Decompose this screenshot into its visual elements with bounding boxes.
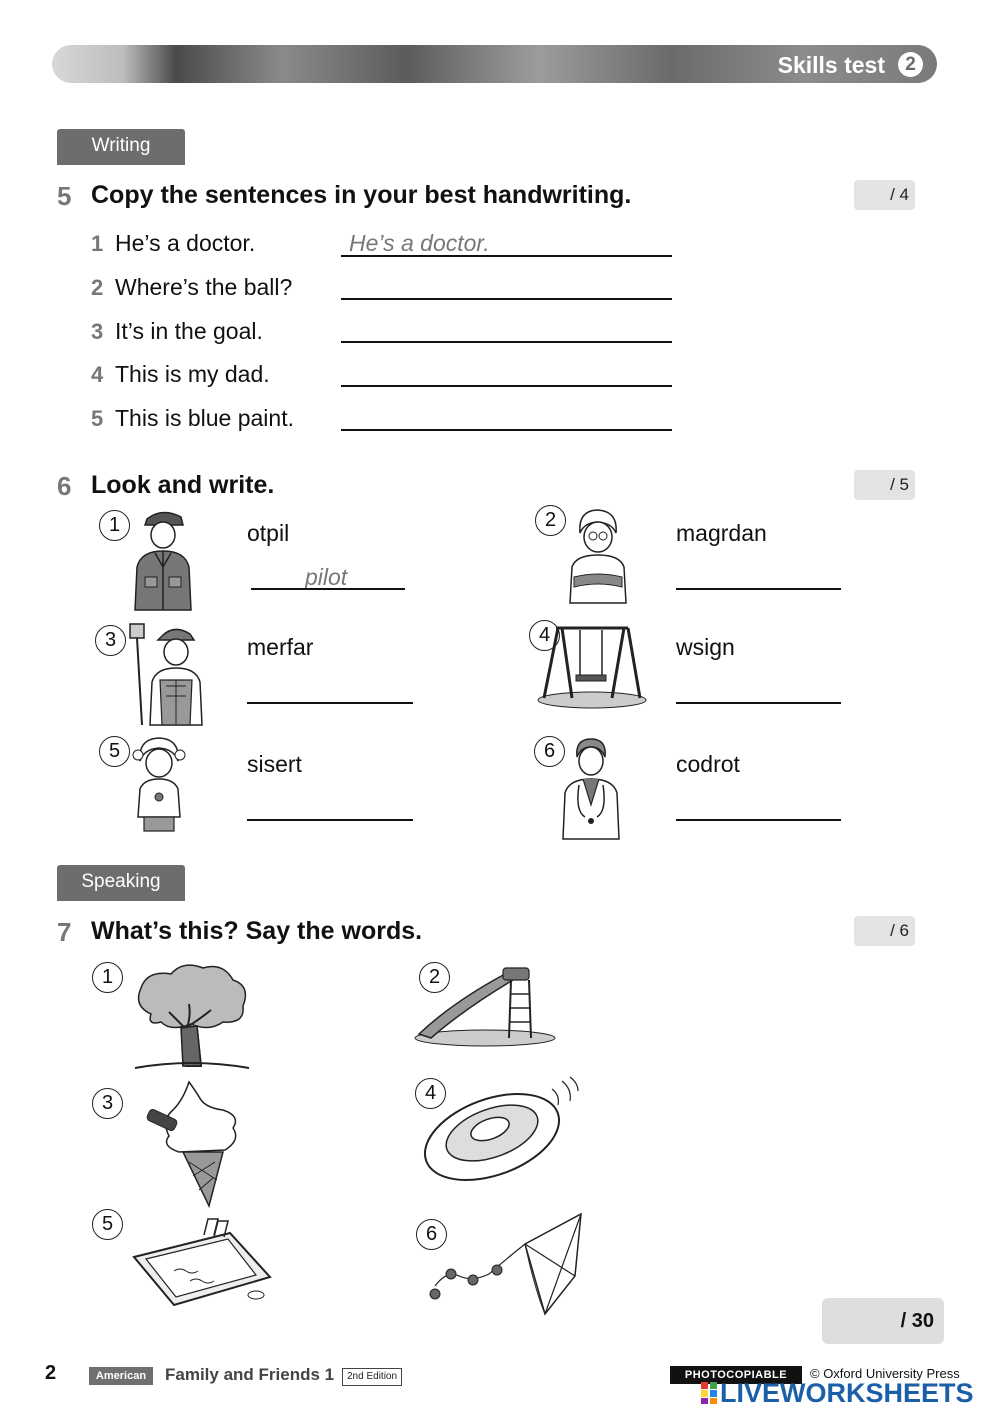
slide-icon xyxy=(413,962,559,1048)
answer-1-example: pilot xyxy=(305,564,348,590)
speaking-picture-3-number: 3 xyxy=(92,1088,123,1119)
sentence-1-number: 1 xyxy=(91,231,104,256)
edition-badge: 2nd Edition xyxy=(342,1368,402,1386)
tree-icon xyxy=(131,962,253,1074)
picture-6-number: 6 xyxy=(534,736,565,767)
exercise-6-title: Look and write. xyxy=(91,471,275,499)
picture-1-number: 1 xyxy=(99,510,130,541)
sentence-3-text: It’s in the goal. xyxy=(115,318,263,344)
ice-cream-icon xyxy=(143,1080,243,1208)
frisbee-icon xyxy=(420,1075,580,1187)
answer-3-line[interactable] xyxy=(247,702,413,704)
exercise-6-number: 6 xyxy=(57,471,72,501)
exercise-5-number: 5 xyxy=(57,181,72,211)
kite-icon xyxy=(425,1210,587,1322)
speaking-picture-4-number: 4 xyxy=(415,1078,446,1109)
sentence-1-answer-line[interactable] xyxy=(341,255,672,257)
speaking-picture-5-number: 5 xyxy=(92,1209,123,1240)
test-title: Skills test xyxy=(777,52,885,78)
sentence-3-number: 3 xyxy=(91,319,104,344)
watermark-text: LIVEWORKSHEETS xyxy=(720,1378,974,1408)
picture-3-number: 3 xyxy=(95,625,126,656)
speaking-picture-2-number: 2 xyxy=(419,962,450,993)
exercise-7-score: / 6 xyxy=(854,916,915,946)
scrambled-word-6: codrot xyxy=(676,751,740,777)
sentence-2-answer-line[interactable] xyxy=(341,298,672,300)
sentence-4-answer-line[interactable] xyxy=(341,385,672,387)
speaking-section-tab: Speaking xyxy=(57,865,185,901)
edition-region-badge: American xyxy=(89,1367,153,1385)
sentence-5-answer-line[interactable] xyxy=(341,429,672,431)
copyright-text: © Oxford University Press xyxy=(810,1366,960,1381)
picture-4-number: 4 xyxy=(529,620,560,651)
pilot-icon xyxy=(125,505,200,610)
exercise-7-number: 7 xyxy=(57,917,72,947)
speaking-picture-1-number: 1 xyxy=(92,962,123,993)
scrambled-word-2: magrdan xyxy=(676,520,767,546)
answer-5-line[interactable] xyxy=(247,819,413,821)
test-number-badge: 2 xyxy=(898,52,923,77)
sentence-2-number: 2 xyxy=(91,275,104,300)
sentence-5-text: This is blue paint. xyxy=(115,405,294,431)
photocopiable-badge: PHOTOCOPIABLE xyxy=(670,1366,802,1384)
sentence-1-example-answer: He’s a doctor. xyxy=(349,230,490,256)
picture-5-number: 5 xyxy=(99,736,130,767)
writing-section-tab: Writing xyxy=(57,129,185,165)
exercise-5-score: / 4 xyxy=(854,180,915,210)
sentence-2-text: Where’s the ball? xyxy=(115,274,293,300)
exercise-6-score: / 5 xyxy=(854,470,915,500)
exercise-7-title: What’s this? Say the words. xyxy=(91,917,423,945)
answer-1-line[interactable] xyxy=(251,588,405,590)
sister-icon xyxy=(130,733,188,833)
scrambled-word-3: merfar xyxy=(247,634,314,660)
answer-6-line[interactable] xyxy=(676,819,841,821)
swing-icon xyxy=(536,620,648,710)
pool-icon xyxy=(130,1215,275,1311)
sentence-4-text: This is my dad. xyxy=(115,361,270,387)
sentence-4-number: 4 xyxy=(91,362,104,387)
doctor-icon xyxy=(559,735,623,843)
sentence-3-answer-line[interactable] xyxy=(341,341,672,343)
sentence-5-number: 5 xyxy=(91,406,104,431)
answer-2-line[interactable] xyxy=(676,588,841,590)
total-score: / 30 xyxy=(822,1298,944,1344)
header-banner xyxy=(52,45,937,83)
grandma-icon xyxy=(562,505,632,605)
liveworksheets-watermark xyxy=(700,1378,974,1409)
picture-2-number: 2 xyxy=(535,505,566,536)
liveworksheets-logo-icon xyxy=(700,1381,718,1405)
exercise-5-title: Copy the sentences in your best handwriting. xyxy=(91,181,632,209)
scrambled-word-5: sisert xyxy=(247,751,302,777)
answer-4-line[interactable] xyxy=(676,702,841,704)
book-title: Family and Friends 1 xyxy=(165,1365,335,1384)
scrambled-word-1: otpil xyxy=(247,520,290,546)
farmer-icon xyxy=(128,620,206,728)
sentence-1-text: He’s a doctor. xyxy=(115,230,256,256)
speaking-picture-6-number: 6 xyxy=(416,1219,447,1250)
scrambled-word-4: wsign xyxy=(676,634,735,660)
page-number: 2 xyxy=(45,1362,57,1384)
